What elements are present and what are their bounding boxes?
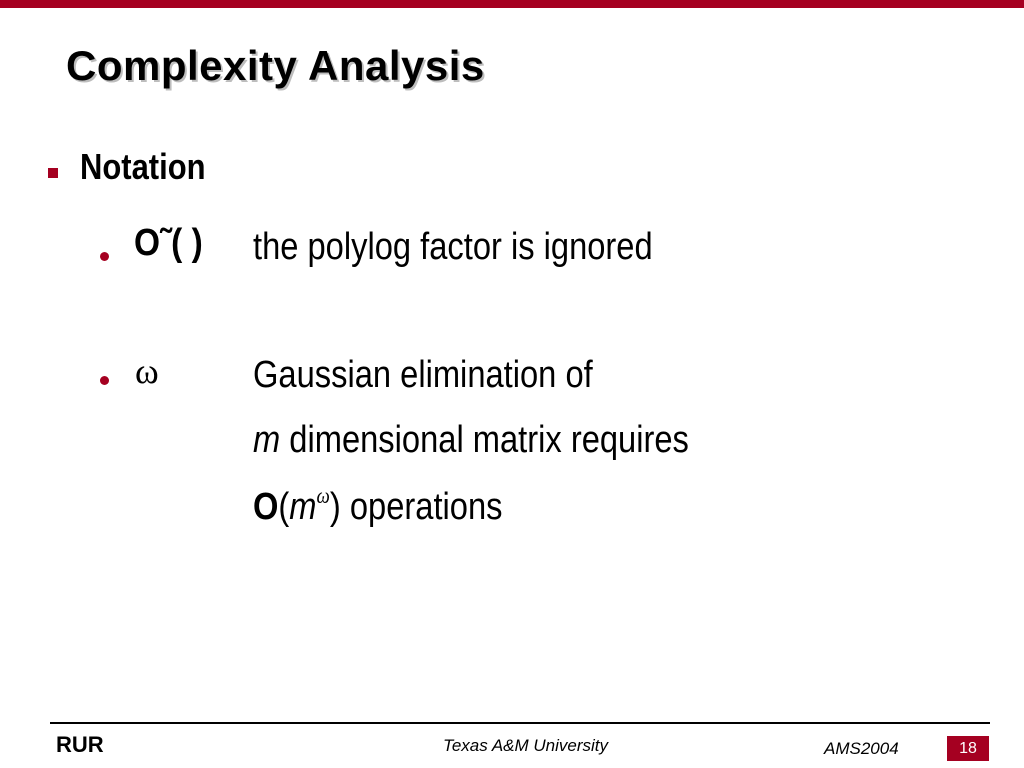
soft-o-description: the polylog factor is ignored [253,226,653,268]
footer-left-label: RUR [56,732,104,757]
big-o: O [253,486,279,528]
open-paren: ( [278,486,290,528]
line-3-text: operations [340,486,503,528]
soft-o-symbol: O˜( ) [134,222,203,264]
omega-description-line-3 [253,483,502,529]
footer-institution: Texas A&M University [443,736,609,755]
bullet-notation: Notation [80,146,206,187]
close-paren: ) [329,486,341,528]
omega-exponent: ω [316,483,330,508]
variable-m: m [289,486,317,528]
omega-symbol: ω [135,351,159,391]
page-number-badge: 18 [947,736,989,761]
slide-title: Complexity Analysis [66,42,485,89]
omega-description-line-2 [253,419,689,462]
footer-divider [50,722,990,724]
round-bullet-icon [100,376,109,385]
top-accent-bar [0,0,1024,8]
square-bullet-icon [48,168,58,178]
variable-m: m [253,419,281,461]
round-bullet-icon [100,252,109,261]
omega-description-line-1: Gaussian elimination of [253,354,593,396]
line-2-text: dimensional matrix requires [280,419,689,461]
footer-conference: AMS2004 [824,739,899,758]
